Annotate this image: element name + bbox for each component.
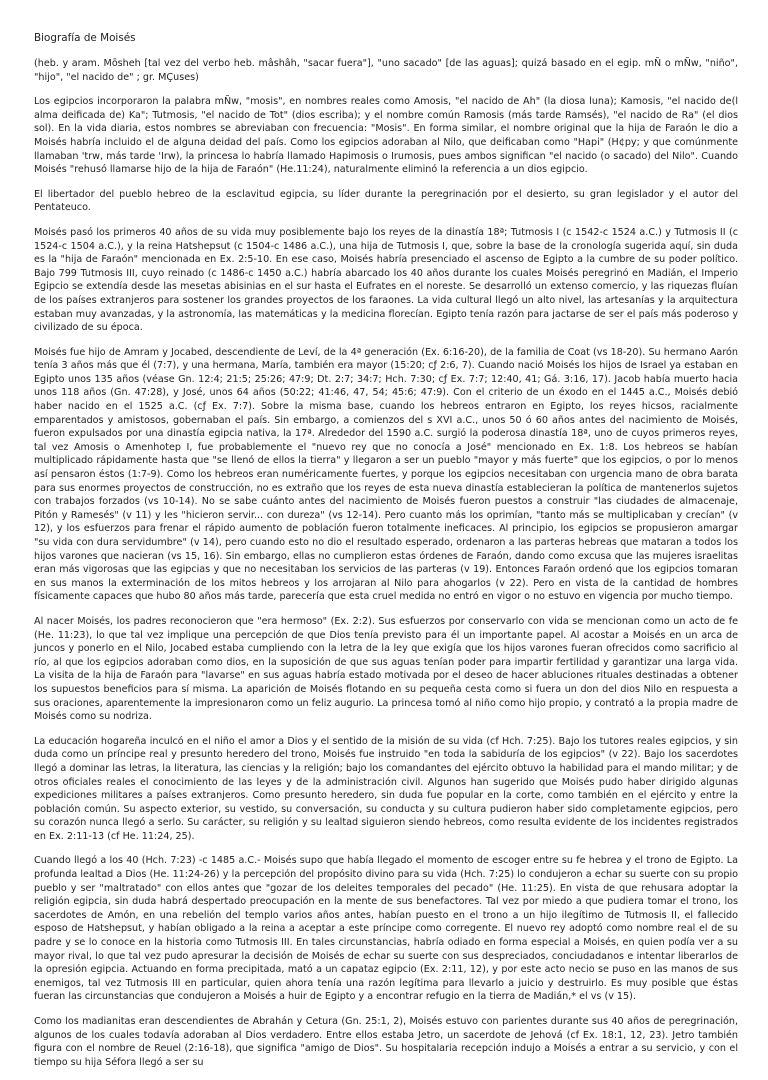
paragraph-etymology: (heb. y aram. Mōsheh [tal vez del verbo heb. mâshâh, "sacar fuera"], "uno sacado" [de las aguas]; quizá basado en el egip. mÑ o mÑw, "niño", "hijo", "el nacido de" ; gr. MÇuses) <box>34 58 738 83</box>
document-page <box>34 31 738 1080</box>
paragraph-summary: El libertador del pueblo hebreo de la esclavitud egipcia, su líder durante la peregrinación por el desierto, su gran legislador y el autor del Pentateuco. <box>34 188 738 214</box>
paragraph-family-and-oppression: Moisés fue hijo de Amram y Jocabed, descendiente de Leví, de la 4ª generación (Ex. 6:16-20), de la familia de Coat (vs 18-20). Su hermano Aarón tenía 3 años más que él (7:7), y una hermana, María, también era mayor (15:20; cƒ 2:6, 7). Cuando nació Moisés los hijos de Israel ya estaban en Egipto unos 135 años (véase Gn. 12:4; 21:5; 25:26; 47:9; Dt. 2:7; 34:7; Hch. 7:30; cƒ Ex. 7:7; 12:40, 41; Gá. 3:16, 17). Jacob había muerto hacia unos 118 años (Gn. 47:28), y José, unos 64 años (50:22; 41:46, 47, 54; 45:6; 47:9). Con el criterio de un éxodo en el 1445 a.C., Moisés debió haber nacido en el 1525 a.C. (cƒ Ex. 7:7). Sobre la misma base, cuando los hebreos entraron en Egipto, los reyes hicsos, racialmente emparentados y amistosos, gobernaban el país. Sin embargo, a comienzos del s XVI a.C., unos 50 ó 60 años antes del nacimiento de Moisés, fueron expulsados por una dinastía egipcia nativa, la 17ª. Alrededor del 1590 a.C. surgió la poderosa dinastía 18ª, uno de cuyos primeros reyes, tal vez Amosis o Amenhotep I, fue probablemente el "nuevo rey que no conocía a José" mencionado en Ex. 1:8. Los hebreos se habían multiplicado rápidamente hasta que "se llenó de ellos la tierra" y llegaron a ser un pueblo "mayor y más fuerte" que los egipcios, o por lo menos así pensaron éstos (1:7-9). Como los hebreos eran numéricamente fuertes, y porque los egipcios necesitaban con urgencia mano de obra barata para sus enormes proyectos de construcción, no es extraño que los reyes de esta nueva dinastía establecieran la política de mantenerlos sujetos con trabajos forzados (vs 10-14). No se sabe cuánto antes del nacimiento de Moisés fueron puestos a construir "las ciudades de almacenaje, Pitón y Ramesés" (v 11) y les "hicieron servir... con dureza" (vs 12-14). Pero cuanto más los oprimían, "tanto más se multiplicaban y crecían" (v 12), y los esfuerzos para frenar el rápido aumento de población fueron totalmente ineficaces. Al principio, los egipcios se propusieron amargar "su vida con dura servidumbre" (v 14), pero cuando esto no dio el resultado esperado, ordenaron a las parteras hebreas que mataran a todos los hijos varones que nacieran (vs 15, 16). Sin embargo, ellas no cumplieron estas órdenes de Faraón, dando como excusa que las mujeres israelitas eran más vigorosas que las egipcias y que no necesitaban los servicios de las parteras (v 19). Entonces Faraón ordenó que los egipcios tomaran en sus manos la exterminación de los mitos hebreos y los arrojaran al Nilo para ahogarlos (v 22). Pero en vista de la cantidad de hombres físicamente capaces que hubo 80 años más tarde, parecería que esta cruel medida no entró en vigor o no estuvo en vigencia por mucho tiempo. <box>34 346 738 603</box>
paragraph-flight-to-midian: Cuando llegó a los 40 (Hch. 7:23) -c 1485 a.C.- Moisés supo que había llegado el momento de escoger entre su fe hebrea y el trono de Egipto. La profunda lealtad a Dios (He. 11:24-26) y la percepción del propósito divino para su vida (Hch. 7:25) lo condujeron a echar su suerte con su propio pueblo y ser "maltratado" con ellos antes que "gozar de los deleites temporales del pecado" (He. 11:25). En vista de que rehusara adoptar la religión egipcia, sin duda habrá despertado preocupación en la mente de sus benefactores. Tal vez por miedo a que pudiera tomar el trono, los sacerdotes de Amón, en una rebelión del templo varios años antes, habían puesto en el trono a un hijo ilegítimo de Tutmosis II, el fallecido esposo de Hatshepsut, y habían obligado a la reina a aceptar a este príncipe como corregente. El nuevo rey adoptó como nombre real el de su padre y se lo conoce en la historia como Tutmosis III. En tales circunstancias, habría odiado en forma especial a Moisés, en quien podía ver a su mayor rival, lo que tal vez pudo apresurar la decisión de Moisés de echar su suerte con sus despreciados, conciudadanos e intentar liberarlos de la opresión egipcia. Actuando en forma precipitada, mató a un capataz egipcio (Ex. 2:11, 12), y por este acto necio se puso en las manos de sus enemigos, tal vez Tutmosis III en particular, quien ahora tenía una razón legítima para llevarlo a juicio y destruirlo. Es muy posible que éstas fueran las circunstancias que condujeron a Moisés a huir de Egipto y a encontrar refugio en la tierra de Madián,* el vs (v 15). <box>34 855 738 1003</box>
paragraph-first-40-years: Moisés pasó los primeros 40 años de su vida muy posiblemente bajo los reyes de la dinastía 18ª; Tutmosis I (c 1542-c 1524 a.C.) y Tutmosis II (c 1524-c 1504 a.C.), y la reina Hatshepsut (c 1504-c 1486 a.C.), una hija de Tutmosis I, que, sobre la base de la cronología sugerida aquí, sin duda es la "hija de Faraón" mencionada en Ex. 2:5-10. En ese caso, Moisés habría presenciado el ascenso de Egipto a la cumbre de su poder político. Bajo 799 Tutmosis III, cuyo reinado (c 1486-c 1450 a.C.) habría abarcado los 40 años durante los cuales Moisés peregrinó en Madián, el Imperio Egipcio se extendía desde las mesetas abisinias en el sur hasta el Eufrates en el noreste. Se desarrolló un extenso comercio, y las riquezas fluían de los países extranjeros para sostener los grandes proyectos de los faraones. La vida cultural llegó un alto nivel, las artesanías y la arquitectura estaban muy avanzadas, y la astronomía, las matemáticas y la medicina florecían. Egipto tenía razón para jactarse de ser el país más poderoso y civilizado de su época. <box>34 226 738 334</box>
page-title: Biografía de Moisés <box>34 32 136 44</box>
paragraph-midianites: Como los madianitas eran descendientes de Abrahán y Cetura (Gn. 25:1, 2), Moisés estuvo con parientes durante sus 40 años de peregrinación, algunos de los cuales todavía adoraban al Dios verdadero. Entre ellos estaba Jetro, un sacerdote de Jehová (cf Ex. 18:1, 12, 23). Jetro también figura con el nombre de Reuel (2:16-18), que significa "amigo de Dios". Su hospitalaria recepción indujo a Moisés a entrar a su servicio, y con el tiempo su hija Séfora llegó a ser su <box>34 1016 738 1068</box>
paragraph-birth-and-nile: Al nacer Moisés, los padres reconocieron que "era hermoso" (Ex. 2:2). Sus esfuerzos por conservarlo con vida se mencionan como un acto de fe (He. 11:23), lo que tal vez implique una percepción de que Dios tenía previsto para él un importante papel. Al acostar a Moisés en un arca de juncos y ponerlo en el Nilo, Jocabed estaba cumpliendo con la letra de la ley que exigía que los hijos varones fueran ofrecidos como sacrificio al río, al que los egipcios adoraban como dios, en la suposición de que sus aguas tenían poder para impartir fertilidad y garantizar una larga vida. La visita de la hija de Faraón para "lavarse" en sus aguas habría estado motivada por el deseo de hacer abluciones rituales destinadas a obtener los supuestos beneficios para sí misma. La aparición de Moisés flotando en su pequeña cesta como si fuera un don del dios Nilo en respuesta a sus oraciones, aparentemente la impresionaron como un feliz augurio. La princesa tomó al niño como hijo propio, y contrató a la propia madre de Moisés como su nodriza. <box>34 615 738 723</box>
paragraph-egyptian-names: Los egipcios incorporaron la palabra mÑw, "mosis", en nombres reales como Amosis, "el nacido de Ah" (la diosa luna); Kamosis, "el nacido de(l alma deificada de) Ka"; Tutmosis, "el nacido de Tot" (dios escriba); y el nombre común Ramosis (más tarde Ramsés), "el nacido de Ra" (el dios sol). En la vida diaria, estos nombres se abreviaban con frecuencia: "Mosis". En forma similar, el nombre original que la hija de Faraón le dio a Moisés habría incluido el de alguna deidad del país. Como los egipcios adoraban al Nilo, que deificaban como "Hapi" (H¢py; y que comúnmente llamaban 'trw, más tarde 'Irw), la princesa lo habría llamado Hapimosis o Irumosis, pues ambos significan "el nacido (o sacado) del Nilo". Cuando Moisés "rehusó llamarse hijo de la hija de Faraón" (He.11:24), naturalmente eliminó la referencia a un dios egipcio. <box>34 96 738 176</box>
paragraph-education: La educación hogareña inculcó en el niño el amor a Dios y el sentido de la misión de su vida (cf Hch. 7:25). Bajo los tutores reales egipcios, y sin duda como un príncipe real y presunto heredero del trono, Moisés fue instruido "en toda la sabiduría de los egipcios" (v 22). Bajo los sacerdotes llegó a dominar las letras, la literatura, las ciencias y la religión; bajo los comandantes del ejército obtuvo la habilidad para el mando militar; y de otros oficiales reales el conocimiento de las leyes y de la administración civil. Algunos han sugerido que Moisés pudo haber dirigido algunas expediciones militares a países extranjeros. Como presunto heredero, sin duda fue popular en la corte, como también en el ejército y entre la población común. Su aspecto exterior, su vestido, su conversación, su conducta y su cultura pudieron haber sido completamente egipcios, pero su corazón nunca llegó a serlo. Su carácter, su religión y su lealtad siguieron siendo hebreos, como resulta evidente de los incidentes registrados en Ex. 2:11-13 (cf He. 11:24, 25). <box>34 735 738 842</box>
